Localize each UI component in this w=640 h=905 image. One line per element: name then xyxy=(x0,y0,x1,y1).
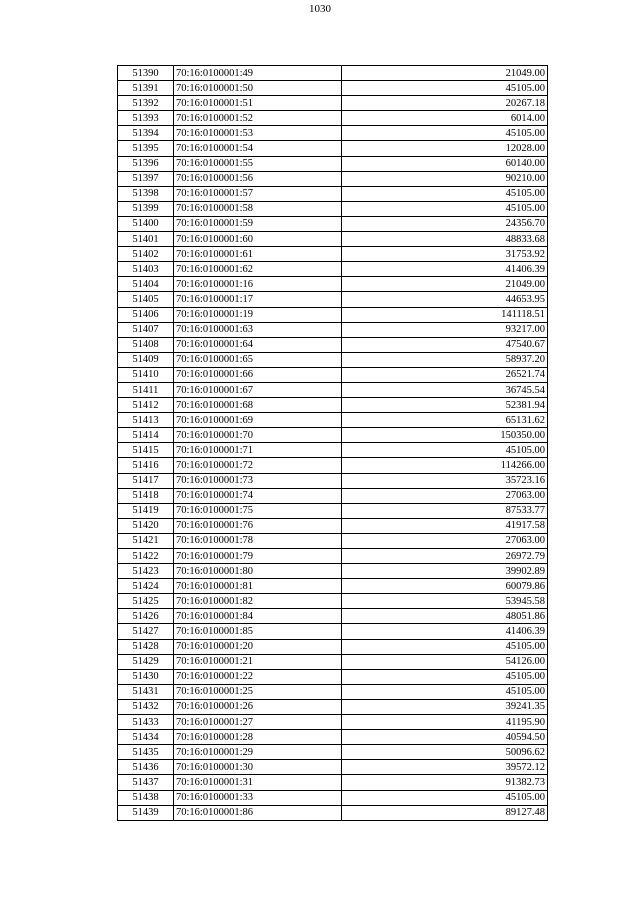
table-row xyxy=(118,775,548,790)
table-row xyxy=(118,111,548,126)
cadastral-value-cell: 48833.68 xyxy=(342,232,548,247)
cadastral-value-cell: 45105.00 xyxy=(342,81,548,96)
cadastral-value-cell: 45105.00 xyxy=(342,639,548,654)
table-row xyxy=(118,382,548,397)
cadastral-value-cell: 24356.70 xyxy=(342,216,548,231)
table-row xyxy=(118,730,548,745)
table-row xyxy=(118,413,548,428)
row-number-cell: 51413 xyxy=(118,413,174,428)
cadastral-number-cell: 70:16:0100001:16 xyxy=(174,277,342,292)
cadastral-number-cell: 70:16:0100001:19 xyxy=(174,307,342,322)
table-row xyxy=(118,428,548,443)
cadastral-value-cell: 45105.00 xyxy=(342,186,548,201)
table-row xyxy=(118,609,548,624)
cadastral-value-cell: 39572.12 xyxy=(342,760,548,775)
row-number-cell: 51424 xyxy=(118,579,174,594)
cadastral-value-cell: 27063.00 xyxy=(342,488,548,503)
cadastral-value-cell: 93217.00 xyxy=(342,322,548,337)
cadastral-value-cell: 12028.00 xyxy=(342,141,548,156)
row-number-cell: 51398 xyxy=(118,186,174,201)
table-row xyxy=(118,292,548,307)
table-row xyxy=(118,669,548,684)
cadastral-number-cell: 70:16:0100001:70 xyxy=(174,428,342,443)
row-number-cell: 51412 xyxy=(118,398,174,413)
cadastral-number-cell: 70:16:0100001:27 xyxy=(174,715,342,730)
table-row xyxy=(118,715,548,730)
cadastral-value-cell: 150350.00 xyxy=(342,428,548,443)
table-row xyxy=(118,141,548,156)
cadastral-number-cell: 70:16:0100001:17 xyxy=(174,292,342,307)
row-number-cell: 51431 xyxy=(118,684,174,699)
row-number-cell: 51435 xyxy=(118,745,174,760)
cadastral-value-cell: 35723.16 xyxy=(342,473,548,488)
cadastral-value-cell: 65131.62 xyxy=(342,413,548,428)
table-row xyxy=(118,201,548,216)
cadastral-number-cell: 70:16:0100001:79 xyxy=(174,549,342,564)
cadastral-number-cell: 70:16:0100001:60 xyxy=(174,232,342,247)
row-number-cell: 51408 xyxy=(118,337,174,352)
cadastral-number-cell: 70:16:0100001:63 xyxy=(174,322,342,337)
table-row xyxy=(118,337,548,352)
table-row xyxy=(118,443,548,458)
row-number-cell: 51419 xyxy=(118,503,174,518)
cadastral-number-cell: 70:16:0100001:69 xyxy=(174,413,342,428)
row-number-cell: 51425 xyxy=(118,594,174,609)
cadastral-value-cell: 54126.00 xyxy=(342,654,548,669)
cadastral-value-cell: 50096.62 xyxy=(342,745,548,760)
table-row xyxy=(118,458,548,473)
cadastral-number-cell: 70:16:0100001:25 xyxy=(174,684,342,699)
table-row xyxy=(118,216,548,231)
cadastral-value-cell: 114266.00 xyxy=(342,458,548,473)
cadastral-number-cell: 70:16:0100001:54 xyxy=(174,141,342,156)
row-number-cell: 51407 xyxy=(118,322,174,337)
row-number-cell: 51406 xyxy=(118,307,174,322)
cadastral-value-cell: 26972.79 xyxy=(342,549,548,564)
row-number-cell: 51400 xyxy=(118,216,174,231)
cadastral-number-cell: 70:16:0100001:68 xyxy=(174,398,342,413)
table-row xyxy=(118,126,548,141)
row-number-cell: 51415 xyxy=(118,443,174,458)
row-number-cell: 51403 xyxy=(118,262,174,277)
cadastral-value-cell: 141118.51 xyxy=(342,307,548,322)
cadastral-value-cell: 52381.94 xyxy=(342,398,548,413)
row-number-cell: 51393 xyxy=(118,111,174,126)
cadastral-value-cell: 39902.89 xyxy=(342,564,548,579)
table-row xyxy=(118,790,548,805)
row-number-cell: 51434 xyxy=(118,730,174,745)
cadastral-number-cell: 70:16:0100001:56 xyxy=(174,171,342,186)
cadastral-value-cell: 45105.00 xyxy=(342,443,548,458)
table-body xyxy=(118,66,548,821)
cadastral-number-cell: 70:16:0100001:55 xyxy=(174,156,342,171)
page-number: 1030 xyxy=(309,3,331,15)
cadastral-number-cell: 70:16:0100001:53 xyxy=(174,126,342,141)
row-number-cell: 51432 xyxy=(118,699,174,714)
table-row xyxy=(118,654,548,669)
cadastral-value-cell: 53945.58 xyxy=(342,594,548,609)
table-row xyxy=(118,579,548,594)
cadastral-number-cell: 70:16:0100001:82 xyxy=(174,594,342,609)
cadastral-value-table xyxy=(117,65,548,821)
cadastral-value-cell: 20267.18 xyxy=(342,96,548,111)
row-number-cell: 51411 xyxy=(118,382,174,397)
table-row xyxy=(118,639,548,654)
cadastral-number-cell: 70:16:0100001:72 xyxy=(174,458,342,473)
cadastral-value-cell: 87533.77 xyxy=(342,503,548,518)
cadastral-number-cell: 70:16:0100001:33 xyxy=(174,790,342,805)
cadastral-number-cell: 70:16:0100001:58 xyxy=(174,201,342,216)
cadastral-value-cell: 26521.74 xyxy=(342,367,548,382)
row-number-cell: 51433 xyxy=(118,715,174,730)
table-row xyxy=(118,488,548,503)
row-number-cell: 51421 xyxy=(118,533,174,548)
cadastral-number-cell: 70:16:0100001:74 xyxy=(174,488,342,503)
cadastral-value-cell: 41406.39 xyxy=(342,262,548,277)
cadastral-value-cell: 41195.90 xyxy=(342,715,548,730)
row-number-cell: 51410 xyxy=(118,367,174,382)
cadastral-value-cell: 45105.00 xyxy=(342,684,548,699)
cadastral-number-cell: 70:16:0100001:75 xyxy=(174,503,342,518)
cadastral-value-cell: 40594.50 xyxy=(342,730,548,745)
cadastral-number-cell: 70:16:0100001:81 xyxy=(174,579,342,594)
row-number-cell: 51395 xyxy=(118,141,174,156)
cadastral-number-cell: 70:16:0100001:51 xyxy=(174,96,342,111)
row-number-cell: 51429 xyxy=(118,654,174,669)
cadastral-number-cell: 70:16:0100001:62 xyxy=(174,262,342,277)
cadastral-number-cell: 70:16:0100001:22 xyxy=(174,669,342,684)
table-row xyxy=(118,247,548,262)
cadastral-number-cell: 70:16:0100001:30 xyxy=(174,760,342,775)
cadastral-number-cell: 70:16:0100001:76 xyxy=(174,518,342,533)
row-number-cell: 51390 xyxy=(118,66,174,81)
cadastral-number-cell: 70:16:0100001:67 xyxy=(174,382,342,397)
row-number-cell: 51409 xyxy=(118,352,174,367)
row-number-cell: 51423 xyxy=(118,564,174,579)
cadastral-value-cell: 21049.00 xyxy=(342,66,548,81)
table-row xyxy=(118,81,548,96)
row-number-cell: 51426 xyxy=(118,609,174,624)
table-row xyxy=(118,398,548,413)
cadastral-number-cell: 70:16:0100001:26 xyxy=(174,699,342,714)
table-row xyxy=(118,66,548,81)
table-row xyxy=(118,684,548,699)
row-number-cell: 51414 xyxy=(118,428,174,443)
cadastral-value-cell: 44653.95 xyxy=(342,292,548,307)
row-number-cell: 51391 xyxy=(118,81,174,96)
table-row xyxy=(118,277,548,292)
cadastral-value-cell: 41917.58 xyxy=(342,518,548,533)
row-number-cell: 51422 xyxy=(118,549,174,564)
cadastral-value-cell: 6014.00 xyxy=(342,111,548,126)
cadastral-value-cell: 31753.92 xyxy=(342,247,548,262)
table-row xyxy=(118,156,548,171)
cadastral-number-cell: 70:16:0100001:20 xyxy=(174,639,342,654)
row-number-cell: 51428 xyxy=(118,639,174,654)
table-row xyxy=(118,262,548,277)
row-number-cell: 51404 xyxy=(118,277,174,292)
cadastral-value-cell: 48051.86 xyxy=(342,609,548,624)
cadastral-number-cell: 70:16:0100001:57 xyxy=(174,186,342,201)
table-row xyxy=(118,805,548,820)
cadastral-value-cell: 90210.00 xyxy=(342,171,548,186)
table-row xyxy=(118,171,548,186)
cadastral-number-cell: 70:16:0100001:52 xyxy=(174,111,342,126)
cadastral-number-cell: 70:16:0100001:64 xyxy=(174,337,342,352)
table-row xyxy=(118,533,548,548)
cadastral-value-cell: 41406.39 xyxy=(342,624,548,639)
table-row xyxy=(118,549,548,564)
cadastral-number-cell: 70:16:0100001:85 xyxy=(174,624,342,639)
row-number-cell: 51399 xyxy=(118,201,174,216)
cadastral-number-cell: 70:16:0100001:28 xyxy=(174,730,342,745)
table-row xyxy=(118,518,548,533)
cadastral-value-cell: 39241.35 xyxy=(342,699,548,714)
cadastral-number-cell: 70:16:0100001:66 xyxy=(174,367,342,382)
cadastral-value-cell: 89127.48 xyxy=(342,805,548,820)
table-row xyxy=(118,473,548,488)
table-row xyxy=(118,760,548,775)
row-number-cell: 51402 xyxy=(118,247,174,262)
table-row xyxy=(118,503,548,518)
cadastral-value-cell: 45105.00 xyxy=(342,669,548,684)
table-row xyxy=(118,307,548,322)
cadastral-number-cell: 70:16:0100001:29 xyxy=(174,745,342,760)
cadastral-value-cell: 36745.54 xyxy=(342,382,548,397)
row-number-cell: 51416 xyxy=(118,458,174,473)
table-row xyxy=(118,367,548,382)
cadastral-number-cell: 70:16:0100001:80 xyxy=(174,564,342,579)
row-number-cell: 51436 xyxy=(118,760,174,775)
cadastral-number-cell: 70:16:0100001:84 xyxy=(174,609,342,624)
cadastral-number-cell: 70:16:0100001:31 xyxy=(174,775,342,790)
table-row xyxy=(118,96,548,111)
row-number-cell: 51420 xyxy=(118,518,174,533)
row-number-cell: 51427 xyxy=(118,624,174,639)
cadastral-value-cell: 27063.00 xyxy=(342,533,548,548)
cadastral-number-cell: 70:16:0100001:86 xyxy=(174,805,342,820)
cadastral-value-cell: 45105.00 xyxy=(342,126,548,141)
cadastral-value-cell: 21049.00 xyxy=(342,277,548,292)
table-row xyxy=(118,594,548,609)
cadastral-number-cell: 70:16:0100001:50 xyxy=(174,81,342,96)
table-row xyxy=(118,352,548,367)
cadastral-number-cell: 70:16:0100001:73 xyxy=(174,473,342,488)
table-row xyxy=(118,186,548,201)
table-row xyxy=(118,699,548,714)
cadastral-value-cell: 58937.20 xyxy=(342,352,548,367)
table-row xyxy=(118,564,548,579)
cadastral-number-cell: 70:16:0100001:59 xyxy=(174,216,342,231)
table-row xyxy=(118,624,548,639)
cadastral-value-cell: 45105.00 xyxy=(342,790,548,805)
row-number-cell: 51401 xyxy=(118,232,174,247)
cadastral-number-cell: 70:16:0100001:61 xyxy=(174,247,342,262)
cadastral-value-cell: 47540.67 xyxy=(342,337,548,352)
cadastral-number-cell: 70:16:0100001:71 xyxy=(174,443,342,458)
row-number-cell: 51405 xyxy=(118,292,174,307)
table-row xyxy=(118,745,548,760)
row-number-cell: 51396 xyxy=(118,156,174,171)
row-number-cell: 51417 xyxy=(118,473,174,488)
cadastral-number-cell: 70:16:0100001:65 xyxy=(174,352,342,367)
cadastral-value-cell: 91382.73 xyxy=(342,775,548,790)
table-row xyxy=(118,322,548,337)
row-number-cell: 51392 xyxy=(118,96,174,111)
row-number-cell: 51437 xyxy=(118,775,174,790)
cadastral-value-cell: 45105.00 xyxy=(342,201,548,216)
cadastral-value-cell: 60079.86 xyxy=(342,579,548,594)
table-row xyxy=(118,232,548,247)
row-number-cell: 51394 xyxy=(118,126,174,141)
cadastral-number-cell: 70:16:0100001:78 xyxy=(174,533,342,548)
row-number-cell: 51397 xyxy=(118,171,174,186)
row-number-cell: 51418 xyxy=(118,488,174,503)
row-number-cell: 51438 xyxy=(118,790,174,805)
row-number-cell: 51430 xyxy=(118,669,174,684)
cadastral-number-cell: 70:16:0100001:49 xyxy=(174,66,342,81)
cadastral-number-cell: 70:16:0100001:21 xyxy=(174,654,342,669)
cadastral-value-cell: 60140.00 xyxy=(342,156,548,171)
row-number-cell: 51439 xyxy=(118,805,174,820)
